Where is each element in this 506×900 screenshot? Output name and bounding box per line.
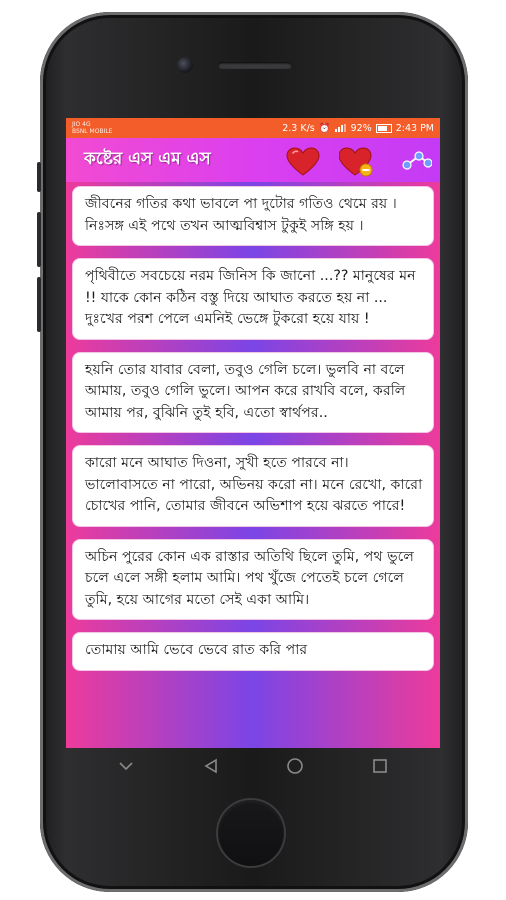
carrier-line-2: BSNL MOBILE: [72, 128, 113, 135]
battery-percent: 92%: [350, 122, 372, 134]
carrier-info: [66, 121, 112, 135]
message-card[interactable]: [72, 632, 434, 671]
heart-minus-icon[interactable]: [339, 147, 373, 177]
message-card[interactable]: [72, 352, 434, 434]
signal-icon: [335, 124, 347, 132]
message-text: জীবনের গতির কথা ভাবলে পা দুটোর গতিও থেমে রয় ।নিঃসঙ্গ এই পথে তখন আত্মবিশ্বাস টুকুই সঙ্গি হয় ।: [85, 196, 397, 234]
phone-volume-up: [37, 212, 41, 267]
message-text: হয়নি তোর যাবার বেলা, তবুও গেলি চলে। ভুলবি না বলে আমায়, তবুও গেলি ভুলে। আপন করে রাখবি বলে, করলি আমায় পর, বুঝিনি তুই হবি, এতো স্বার্থপর..: [85, 361, 406, 421]
status-icons: [282, 123, 440, 134]
earpiece-speaker: [218, 62, 292, 69]
status-bar: [66, 118, 440, 138]
message-card[interactable]: [72, 186, 434, 246]
message-text: তোমায় আমি ভেবে ভেবে রাত করি পার: [85, 642, 308, 658]
message-card[interactable]: [72, 539, 434, 621]
android-nav-bar: [66, 748, 440, 784]
phone-side-button: [37, 162, 41, 192]
network-speed: 2.3 K/s: [282, 122, 315, 134]
recents-square-icon[interactable]: [371, 757, 389, 775]
share-icon[interactable]: [402, 150, 432, 172]
message-text: কারো মনে আঘাত দিওনা, সুখী হতে পারবে না। ভালোবাসতে না পারো, অভিনয় করো না। মনে রেখো, কারো চোখের পানি, তোমার জীবনে অভিশাপ হয়ে ঝরতে পারে!: [85, 455, 423, 514]
phone-volume-down: [37, 277, 41, 332]
app-screen: [66, 118, 440, 748]
nav-down-icon[interactable]: [117, 757, 135, 775]
back-triangle-icon[interactable]: [202, 757, 220, 775]
message-card[interactable]: [72, 445, 434, 527]
message-card[interactable]: [72, 258, 434, 340]
clock: 2:43 PM: [395, 122, 434, 134]
heart-icon[interactable]: [286, 147, 320, 177]
message-text: পৃথিবীতে সবচেয়ে নরম জিনিস কি জানো ...?? মানুষের মন !! যাকে কোন কঠিন বস্তু দিয়ে আঘাত করতে হয় না ... দুঃখের পরশ পেলে এমনিই ভেঙ্গে টুকরো হয়ে যায় !: [85, 268, 416, 327]
battery-icon: [376, 124, 392, 133]
app-title: কষ্টের এস এম এস: [84, 149, 211, 169]
message-text: অচিন পুরের কোন এক রাস্তার অতিথি ছিলে তুমি, পথ ভুলে চলে এলে সঙ্গী হলাম আমি। পথ খুঁজে পেতেই চলে গেলে তুমি, হয়ে আগের মতো সেই একা আমি।: [85, 548, 414, 608]
front-camera: [177, 57, 193, 73]
physical-home-button[interactable]: [218, 800, 284, 866]
home-circle-icon[interactable]: [286, 757, 304, 775]
alarm-icon: ⏰: [318, 122, 331, 134]
message-list[interactable]: [66, 182, 440, 748]
carrier-line-1: JIO 4G: [72, 121, 91, 128]
app-toolbar: [66, 138, 440, 182]
